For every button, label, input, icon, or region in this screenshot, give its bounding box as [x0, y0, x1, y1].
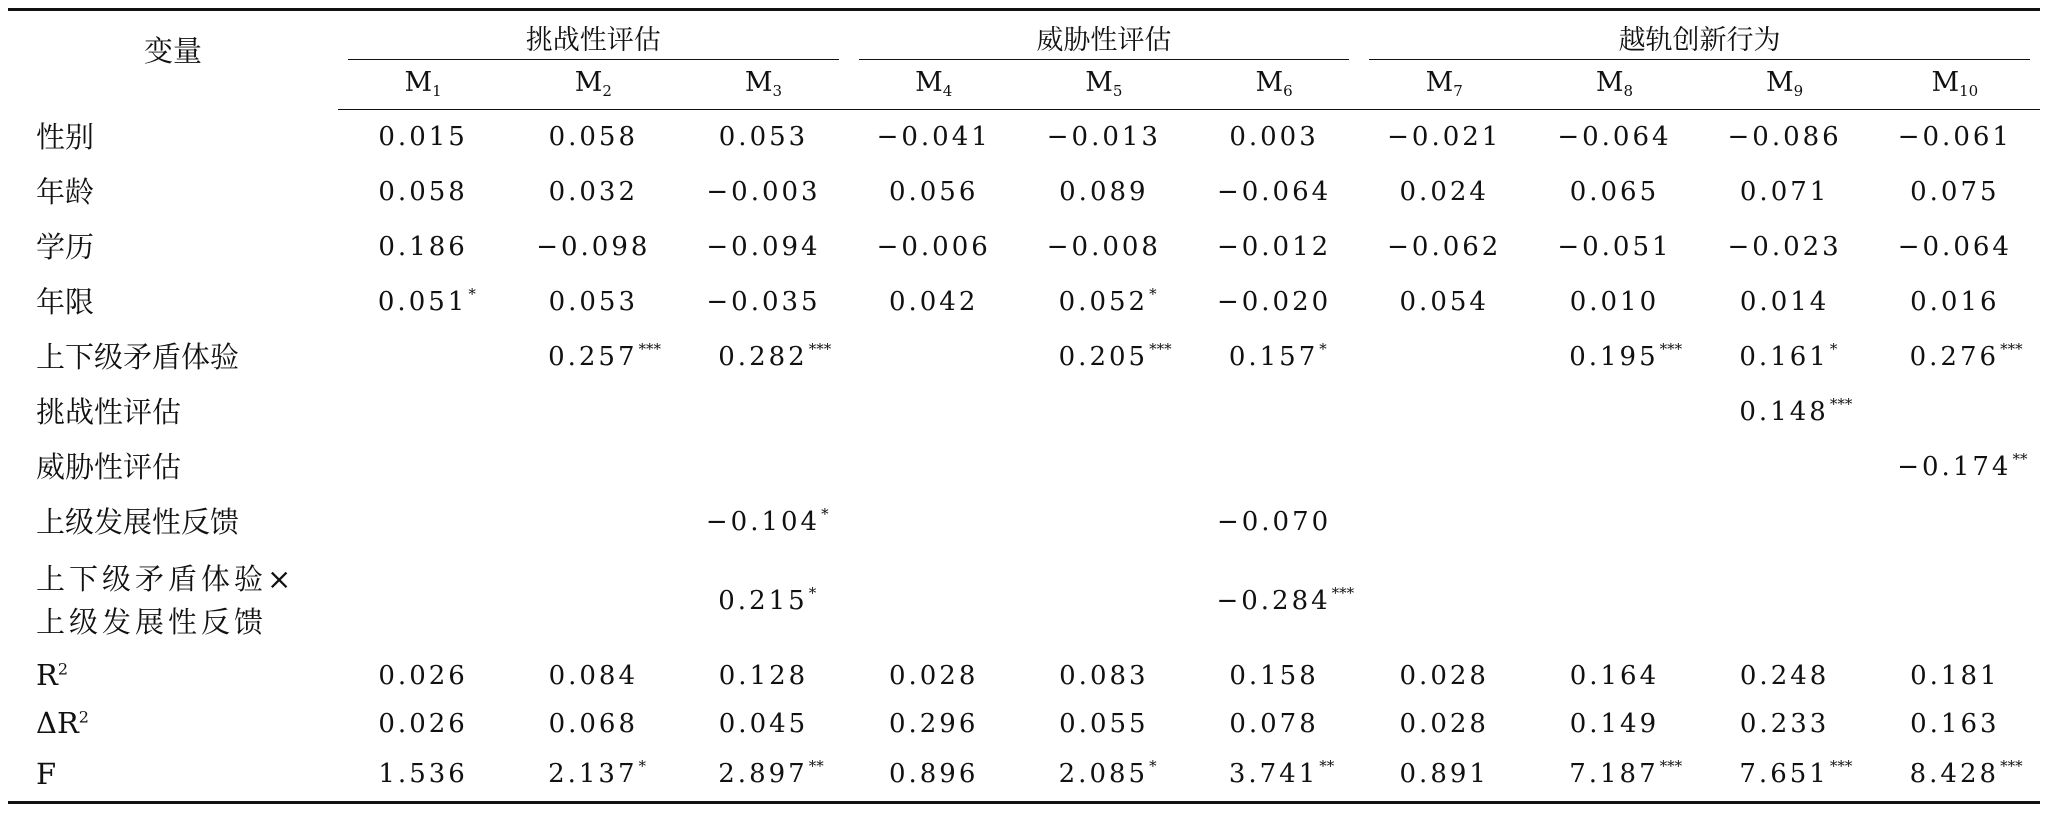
value-cell — [1359, 110, 1529, 165]
model-base: M — [1085, 67, 1113, 99]
value-cell — [338, 275, 508, 330]
row-label — [8, 550, 338, 652]
value-cell — [338, 220, 508, 275]
value-cell — [508, 550, 678, 652]
significance-stars: * — [808, 583, 817, 602]
coefficient-value: 2.085 — [1058, 759, 1149, 790]
significance-stars: * — [1829, 340, 1838, 358]
model-subscript: 6 — [1283, 82, 1293, 101]
table-row — [8, 330, 2040, 385]
coefficient-value: 0.014 — [1739, 287, 1830, 317]
model-header-m5 — [1019, 60, 1189, 110]
value-cell — [1529, 550, 1699, 652]
coefficient-value: −0.061 — [1897, 122, 2012, 153]
coefficient-value: −0.020 — [1216, 287, 1332, 317]
table-body — [8, 110, 2040, 803]
value-cell — [678, 440, 848, 495]
value-cell — [338, 440, 508, 495]
value-cell — [1529, 495, 1699, 550]
regression-table-container — [8, 8, 2040, 804]
significance-stars: * — [468, 285, 476, 303]
model-base: M — [1595, 67, 1624, 99]
value-cell — [1700, 700, 1870, 748]
coefficient-value: 0.071 — [1739, 177, 1830, 207]
significance-stars: * — [1319, 340, 1327, 358]
coefficient-value: 0.026 — [378, 708, 468, 739]
coefficient-value: 0.205 — [1058, 342, 1149, 372]
significance-stars: *** — [638, 340, 662, 358]
value-cell — [678, 110, 848, 165]
value-cell — [1019, 275, 1189, 330]
value-cell — [1019, 385, 1189, 440]
coefficient-value: 0.157 — [1228, 342, 1319, 372]
value-cell — [508, 440, 678, 495]
coefficient-value: −0.023 — [1727, 232, 1842, 262]
row-label — [8, 700, 338, 748]
coefficient-value: 0.016 — [1910, 287, 2000, 317]
row-label: 威胁性评估 — [36, 449, 182, 484]
value-cell — [678, 330, 848, 385]
row-label: 上下级矛盾体验 — [36, 339, 240, 374]
coefficient-value: 0.028 — [888, 660, 979, 691]
coefficient-value: 0.186 — [378, 232, 468, 262]
significance-stars: *** — [1659, 340, 1683, 358]
value-cell — [1870, 220, 2040, 275]
value-cell — [508, 330, 678, 385]
coefficient-value: 1.536 — [378, 759, 468, 790]
significance-stars: ** — [2012, 450, 2028, 468]
model-subscript: 5 — [1112, 82, 1123, 101]
coefficient-value: 0.032 — [548, 177, 639, 207]
value-cell — [1359, 748, 1529, 803]
coefficient-value: −0.062 — [1387, 232, 1502, 262]
coefficient-value: 0.891 — [1399, 759, 1489, 790]
value-cell — [338, 495, 508, 550]
coefficient-value: 0.083 — [1059, 660, 1149, 691]
row-label: 学历 — [36, 229, 95, 264]
value-cell — [849, 652, 1019, 700]
value-cell — [1359, 385, 1529, 440]
row-label-line1: 上下级矛盾体验× — [36, 562, 296, 597]
table-row — [8, 220, 2040, 275]
value-cell — [1700, 495, 1870, 550]
value-cell — [1359, 550, 1529, 652]
value-cell — [1700, 385, 1870, 440]
coefficient-value: −0.098 — [536, 232, 651, 262]
group-header-deviant-innovation: 越轨创新行为 — [1359, 10, 2040, 60]
table-row — [8, 748, 2040, 803]
coefficient-value: 0.164 — [1569, 660, 1660, 691]
table-row — [8, 275, 2040, 330]
coefficient-value: −0.284 — [1216, 585, 1331, 616]
value-cell — [1359, 275, 1529, 330]
coefficient-value: 0.248 — [1739, 660, 1830, 691]
coefficient-value: 0.003 — [1229, 122, 1319, 153]
coefficient-value: 0.163 — [1910, 708, 2000, 739]
row-label: 上级发展性反馈 — [36, 504, 240, 539]
value-cell — [1700, 440, 1870, 495]
coefficient-value: 7.187 — [1569, 759, 1659, 790]
coefficient-value: 0.257 — [548, 342, 638, 372]
value-cell — [678, 275, 848, 330]
coefficient-value: 0.058 — [548, 122, 639, 153]
coefficient-value: −0.041 — [876, 122, 991, 153]
value-cell — [1529, 385, 1699, 440]
value-cell — [338, 165, 508, 220]
value-cell — [1700, 330, 1870, 385]
significance-stars: *** — [1829, 395, 1853, 413]
coefficient-value: 0.028 — [1399, 708, 1489, 739]
value-cell — [1189, 440, 1359, 495]
value-cell — [678, 748, 848, 803]
coefficient-value: 0.181 — [1910, 660, 2000, 691]
model-base: M — [744, 67, 773, 99]
model-base: M — [915, 67, 943, 99]
significance-stars: ** — [808, 757, 824, 776]
model-subscript: 7 — [1453, 82, 1463, 101]
value-cell — [1870, 330, 2040, 385]
coefficient-value: 0.282 — [718, 342, 808, 372]
value-cell — [1529, 700, 1699, 748]
value-cell — [1870, 165, 2040, 220]
value-cell — [1189, 110, 1359, 165]
value-cell — [678, 220, 848, 275]
coefficient-value: −0.006 — [876, 232, 991, 262]
coefficient-value: 0.024 — [1399, 177, 1489, 207]
model-base: M — [1255, 67, 1284, 99]
value-cell — [508, 748, 678, 803]
value-cell — [338, 385, 508, 440]
coefficient-value: 0.128 — [718, 660, 809, 691]
significance-stars: *** — [2000, 757, 2023, 776]
model-header-m4 — [849, 60, 1019, 110]
value-cell — [1359, 440, 1529, 495]
value-cell — [849, 385, 1019, 440]
value-cell — [1870, 440, 2040, 495]
value-cell — [678, 550, 848, 652]
coefficient-value: 0.296 — [888, 708, 979, 739]
significance-stars: * — [1149, 285, 1157, 303]
value-cell — [1189, 220, 1359, 275]
coefficient-value: 0.042 — [888, 287, 979, 317]
significance-stars: *** — [2000, 340, 2023, 358]
value-cell — [1189, 652, 1359, 700]
regression-table — [8, 8, 2040, 804]
value-cell — [1529, 220, 1699, 275]
row-label-base: ΔR — [36, 706, 79, 740]
model-subscript: 8 — [1623, 82, 1634, 101]
row-label: 年龄 — [36, 174, 95, 209]
value-cell — [849, 440, 1019, 495]
model-base: M — [1931, 67, 1960, 99]
value-cell — [849, 550, 1019, 652]
value-cell — [1019, 700, 1189, 748]
value-cell — [1019, 550, 1189, 652]
value-cell — [1359, 330, 1529, 385]
coefficient-value: 0.058 — [378, 177, 468, 207]
value-cell — [1870, 275, 2040, 330]
coefficient-value: −0.021 — [1387, 122, 1502, 153]
coefficient-value: −0.012 — [1216, 232, 1332, 262]
value-cell — [1700, 275, 1870, 330]
significance-stars: ** — [1319, 757, 1335, 776]
coefficient-value: −0.070 — [1216, 507, 1332, 537]
value-cell — [338, 550, 508, 652]
value-cell — [678, 495, 848, 550]
coefficient-value: 0.078 — [1229, 708, 1319, 739]
value-cell — [1019, 495, 1189, 550]
value-cell — [508, 165, 678, 220]
value-cell — [1189, 385, 1359, 440]
value-cell — [1870, 495, 2040, 550]
value-cell — [1870, 110, 2040, 165]
value-cell — [1189, 748, 1359, 803]
value-cell — [338, 748, 508, 803]
value-cell — [1700, 165, 1870, 220]
coefficient-value: 0.215 — [718, 585, 808, 616]
model-header-m10 — [1870, 60, 2040, 110]
value-cell — [508, 275, 678, 330]
row-label: 年限 — [36, 284, 95, 319]
value-cell — [1870, 550, 2040, 652]
value-cell — [338, 110, 508, 165]
coefficient-value: −0.064 — [1897, 232, 2012, 262]
value-cell — [849, 700, 1019, 748]
significance-stars: * — [821, 505, 829, 523]
table-row — [8, 550, 2040, 652]
significance-stars: *** — [1149, 340, 1172, 358]
coefficient-value: 0.195 — [1569, 342, 1659, 372]
coefficient-value: −0.008 — [1046, 232, 1161, 262]
value-cell — [849, 495, 1019, 550]
coefficient-value: 0.051 — [377, 287, 468, 317]
model-subscript: 1 — [432, 82, 442, 101]
value-cell — [849, 165, 1019, 220]
value-cell — [849, 748, 1019, 803]
value-cell — [508, 385, 678, 440]
value-cell — [678, 165, 848, 220]
value-cell — [1019, 748, 1189, 803]
row-label: F — [8, 748, 338, 803]
value-cell — [508, 220, 678, 275]
coefficient-value: −0.064 — [1216, 177, 1332, 207]
value-cell — [1700, 652, 1870, 700]
coefficient-value: 0.015 — [378, 122, 468, 153]
coefficient-value: 0.053 — [548, 287, 639, 317]
table-row — [8, 495, 2040, 550]
value-cell — [1700, 550, 1870, 652]
coefficient-value: −0.013 — [1046, 122, 1161, 153]
significance-stars: *** — [1659, 757, 1683, 776]
value-cell — [1019, 165, 1189, 220]
coefficient-value: −0.064 — [1557, 122, 1672, 153]
coefficient-value: −0.051 — [1557, 232, 1672, 262]
row-label-superscript: 2 — [78, 707, 89, 727]
coefficient-value: 0.052 — [1058, 287, 1149, 317]
model-header-m3 — [678, 60, 848, 110]
coefficient-value: −0.104 — [705, 507, 821, 537]
model-base: M — [1425, 67, 1454, 99]
value-cell — [1359, 495, 1529, 550]
value-cell — [1189, 550, 1359, 652]
value-cell — [508, 700, 678, 748]
coefficient-value: 0.065 — [1569, 177, 1660, 207]
value-cell — [849, 330, 1019, 385]
value-cell — [338, 330, 508, 385]
coefficient-value: 0.053 — [718, 122, 809, 153]
value-cell — [1359, 700, 1529, 748]
coefficient-value: 3.741 — [1228, 759, 1319, 790]
value-cell — [1529, 652, 1699, 700]
table-row — [8, 700, 2040, 748]
value-cell — [1019, 220, 1189, 275]
significance-stars: *** — [1829, 757, 1853, 776]
value-cell — [1529, 330, 1699, 385]
row-label-superscript: 2 — [57, 659, 69, 679]
coefficient-value: 0.028 — [1399, 660, 1489, 691]
table-row — [8, 385, 2040, 440]
coefficient-value: 0.045 — [718, 708, 809, 739]
coefficient-value: −0.094 — [706, 232, 821, 262]
model-subscript: 3 — [772, 82, 783, 101]
value-cell — [508, 652, 678, 700]
value-cell — [1870, 748, 2040, 803]
value-cell — [338, 700, 508, 748]
value-cell — [1359, 220, 1529, 275]
value-cell — [1189, 495, 1359, 550]
model-header-m7 — [1359, 60, 1529, 110]
significance-stars: * — [638, 757, 647, 776]
value-cell — [678, 385, 848, 440]
significance-stars: *** — [808, 340, 832, 358]
value-cell — [1189, 165, 1359, 220]
value-cell — [338, 652, 508, 700]
coefficient-value: 0.026 — [378, 660, 468, 691]
row-label-line2: 上级发展性反馈 — [36, 604, 268, 639]
coefficient-value: 0.233 — [1739, 708, 1830, 739]
value-cell — [1189, 330, 1359, 385]
value-cell — [1359, 652, 1529, 700]
row-label — [8, 652, 338, 700]
model-header-m1 — [338, 60, 508, 110]
value-cell — [1870, 385, 2040, 440]
group-header-challenge-appraisal: 挑战性评估 — [338, 10, 849, 60]
value-cell — [1019, 652, 1189, 700]
value-cell — [678, 652, 848, 700]
value-cell — [1019, 440, 1189, 495]
model-base: M — [1766, 67, 1794, 99]
value-cell — [1870, 652, 2040, 700]
model-base: M — [574, 67, 603, 99]
coefficient-value: 0.075 — [1910, 177, 2000, 207]
value-cell — [1529, 110, 1699, 165]
value-cell — [1529, 748, 1699, 803]
table-row — [8, 110, 2040, 165]
value-cell — [1019, 330, 1189, 385]
value-cell — [508, 110, 678, 165]
coefficient-value: 0.055 — [1059, 708, 1149, 739]
coefficient-value: 0.276 — [1909, 342, 2000, 372]
coefficient-value: −0.003 — [706, 177, 821, 207]
value-cell — [1870, 700, 2040, 748]
coefficient-value: 0.010 — [1569, 287, 1660, 317]
table-row — [8, 440, 2040, 495]
significance-stars: *** — [1331, 583, 1355, 602]
variable-column-header: 变量 — [8, 10, 338, 110]
value-cell — [1189, 275, 1359, 330]
coefficient-value: 0.068 — [548, 708, 639, 739]
table-header — [8, 10, 2040, 110]
value-cell — [849, 220, 1019, 275]
coefficient-value: −0.035 — [706, 287, 821, 317]
coefficient-value: 0.161 — [1739, 342, 1829, 372]
value-cell — [1529, 440, 1699, 495]
model-header-m6 — [1189, 60, 1359, 110]
coefficient-value: 2.137 — [548, 759, 638, 790]
coefficient-value: −0.174 — [1897, 452, 2012, 482]
table-row — [8, 652, 2040, 700]
model-subscript: 9 — [1793, 82, 1804, 101]
value-cell — [508, 495, 678, 550]
value-cell — [1700, 748, 1870, 803]
table-row — [8, 165, 2040, 220]
value-cell — [1019, 110, 1189, 165]
value-cell — [849, 275, 1019, 330]
coefficient-value: 7.651 — [1739, 759, 1829, 790]
model-subscript: 10 — [1959, 82, 1979, 101]
model-base: M — [404, 67, 433, 99]
coefficient-value: 0.149 — [1569, 708, 1660, 739]
model-header-m2 — [508, 60, 678, 110]
coefficient-value: 0.089 — [1059, 177, 1149, 207]
value-cell — [1529, 275, 1699, 330]
value-cell — [678, 700, 848, 748]
coefficient-value: 0.054 — [1399, 287, 1489, 317]
row-label-base: R — [36, 658, 58, 692]
coefficient-value: 8.428 — [1909, 759, 2000, 790]
coefficient-value: 0.148 — [1739, 397, 1829, 427]
model-header-m8 — [1529, 60, 1699, 110]
value-cell — [1529, 165, 1699, 220]
coefficient-value: 0.158 — [1229, 660, 1319, 691]
value-cell — [1700, 110, 1870, 165]
coefficient-value: −0.086 — [1727, 122, 1842, 153]
value-cell — [1359, 165, 1529, 220]
model-header-m9 — [1700, 60, 1870, 110]
coefficient-value: 0.084 — [548, 660, 639, 691]
value-cell — [1700, 220, 1870, 275]
row-label: 挑战性评估 — [36, 394, 182, 429]
value-cell — [1189, 700, 1359, 748]
row-label: 性别 — [36, 119, 95, 154]
model-subscript: 4 — [942, 82, 953, 101]
model-subscript: 2 — [602, 82, 612, 101]
significance-stars: * — [1149, 757, 1157, 776]
group-header-threat-appraisal: 威胁性评估 — [849, 10, 1360, 60]
coefficient-value: 0.056 — [888, 177, 979, 207]
coefficient-value: 0.896 — [888, 759, 979, 790]
coefficient-value: 2.897 — [718, 759, 808, 790]
value-cell — [849, 110, 1019, 165]
